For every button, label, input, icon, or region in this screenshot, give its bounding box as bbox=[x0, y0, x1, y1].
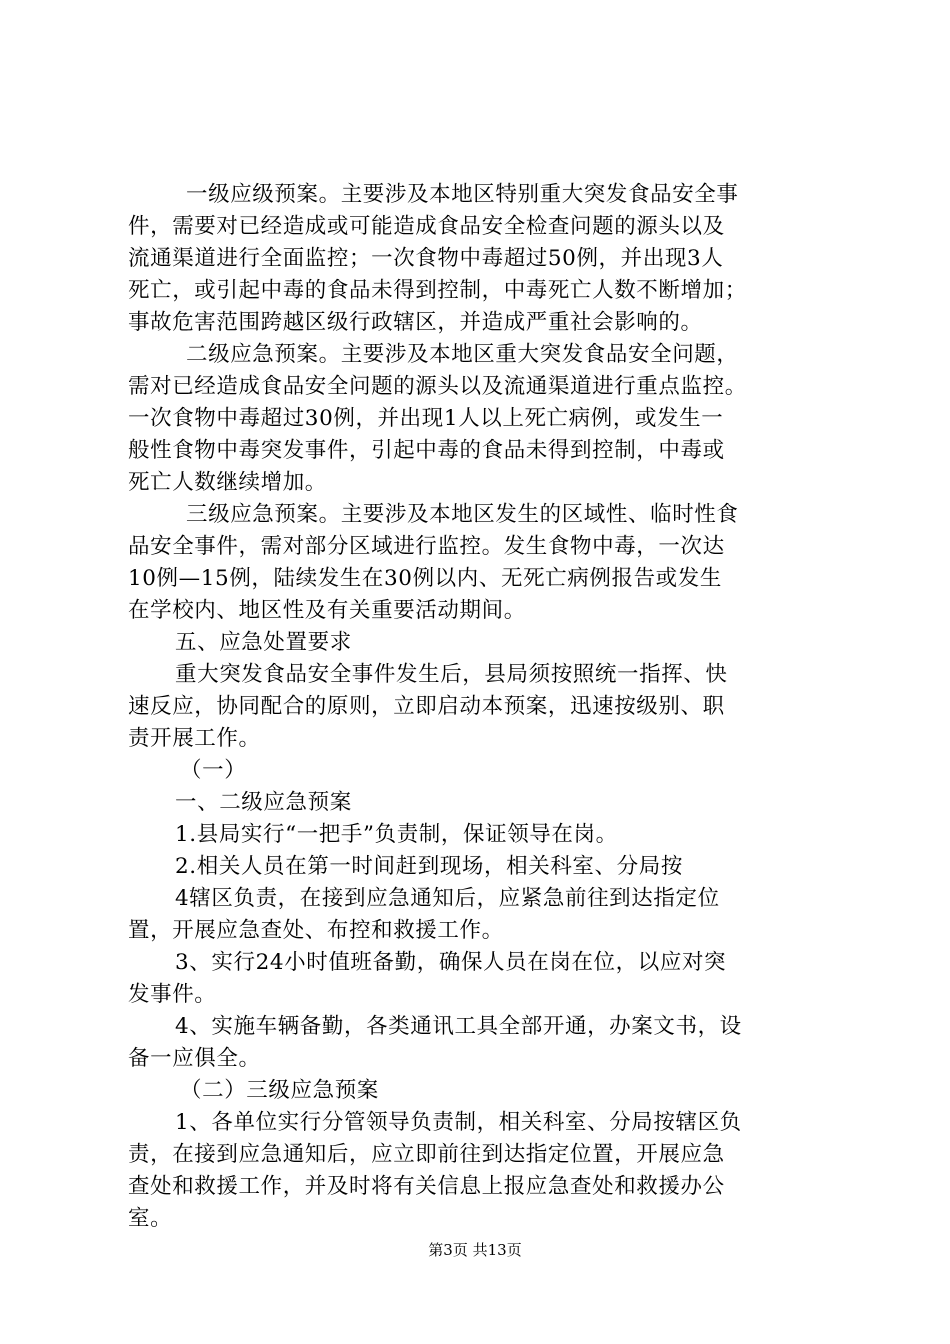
paragraph-line: 责开展工作。 bbox=[128, 726, 261, 751]
list-item: 3、实行24小时值班备勤，确保人员在岗在位，以应对突 bbox=[175, 950, 727, 975]
list-item: 2.相关人员在第一时间赶到现场，相关科室、分局按 bbox=[175, 854, 683, 879]
paragraph-line: 备一应俱全。 bbox=[128, 1046, 261, 1071]
paragraph-line: 般性食物中毒突发事件，引起中毒的食品未得到控制，中毒或 bbox=[128, 438, 725, 463]
section-heading: （一） bbox=[180, 758, 247, 783]
paragraph-line: 一级应级预案。主要涉及本地区特别重大突发食品安全事 bbox=[186, 182, 739, 207]
list-item: 1.县局实行“一把手”负责制，保证领导在岗。 bbox=[175, 822, 618, 847]
list-item: 4、实施车辆备勤，各类通讯工具全部开通，办案文书，设 bbox=[175, 1014, 742, 1039]
paragraph-line: 需对已经造成食品安全问题的源头以及流通渠道进行重点监控。 bbox=[128, 374, 747, 399]
paragraph-line: 置，开展应急查处、布控和救援工作。 bbox=[128, 918, 504, 943]
paragraph-line: 二级应急预案。主要涉及本地区重大突发食品安全问题， bbox=[186, 342, 739, 367]
paragraph-line: 室。 bbox=[128, 1206, 173, 1231]
section-heading: 五、应急处置要求 bbox=[175, 630, 352, 655]
paragraph-line: 品安全事件，需对部分区域进行监控。发生食物中毒，一次达 bbox=[128, 534, 725, 559]
paragraph-line: 事故危害范围跨越区级行政辖区，并造成严重社会影响的。 bbox=[128, 310, 703, 335]
paragraph-line: 件，需要对已经造成或可能造成食品安全检查问题的源头以及 bbox=[128, 214, 725, 239]
paragraph-line: 流通渠道进行全面监控；一次食物中毒超过50例，并出现3人 bbox=[128, 246, 724, 271]
paragraph-line: 发事件。 bbox=[128, 982, 217, 1007]
paragraph-line: 责，在接到应急通知后，应立即前往到达指定位置，开展应急 bbox=[128, 1142, 725, 1167]
paragraph-line: 在学校内、地区性及有关重要活动期间。 bbox=[128, 598, 526, 623]
paragraph-line: 三级应急预案。主要涉及本地区发生的区域性、临时性食 bbox=[186, 502, 739, 527]
section-heading: （二）三级应急预案 bbox=[180, 1078, 379, 1103]
section-heading: 一、二级应急预案 bbox=[175, 790, 352, 815]
paragraph-line: 速反应，协同配合的原则，立即启动本预案，迅速按级别、职 bbox=[128, 694, 725, 719]
paragraph-line: 重大突发食品安全事件发生后，县局须按照统一指挥、快 bbox=[175, 662, 728, 687]
paragraph-line: 一次食物中毒超过30例，并出现1人以上死亡病例，或发生一 bbox=[128, 406, 724, 431]
list-item: 1、各单位实行分管领导负责制，相关科室、分局按辖区负 bbox=[175, 1110, 742, 1135]
paragraph-line: 10例—15例，陆续发生在30例以内、无死亡病例报告或发生 bbox=[128, 566, 722, 591]
paragraph-line: 死亡人数继续增加。 bbox=[128, 470, 327, 495]
paragraph-line: 死亡，或引起中毒的食品未得到控制，中毒死亡人数不断增加； bbox=[128, 278, 747, 303]
page-number-footer: 第3页 共13页 bbox=[428, 1241, 522, 1259]
paragraph-line: 查处和救援工作，并及时将有关信息上报应急查处和救援办公 bbox=[128, 1174, 725, 1199]
paragraph-line: 4辖区负责，在接到应急通知后，应紧急前往到达指定位 bbox=[175, 886, 720, 911]
